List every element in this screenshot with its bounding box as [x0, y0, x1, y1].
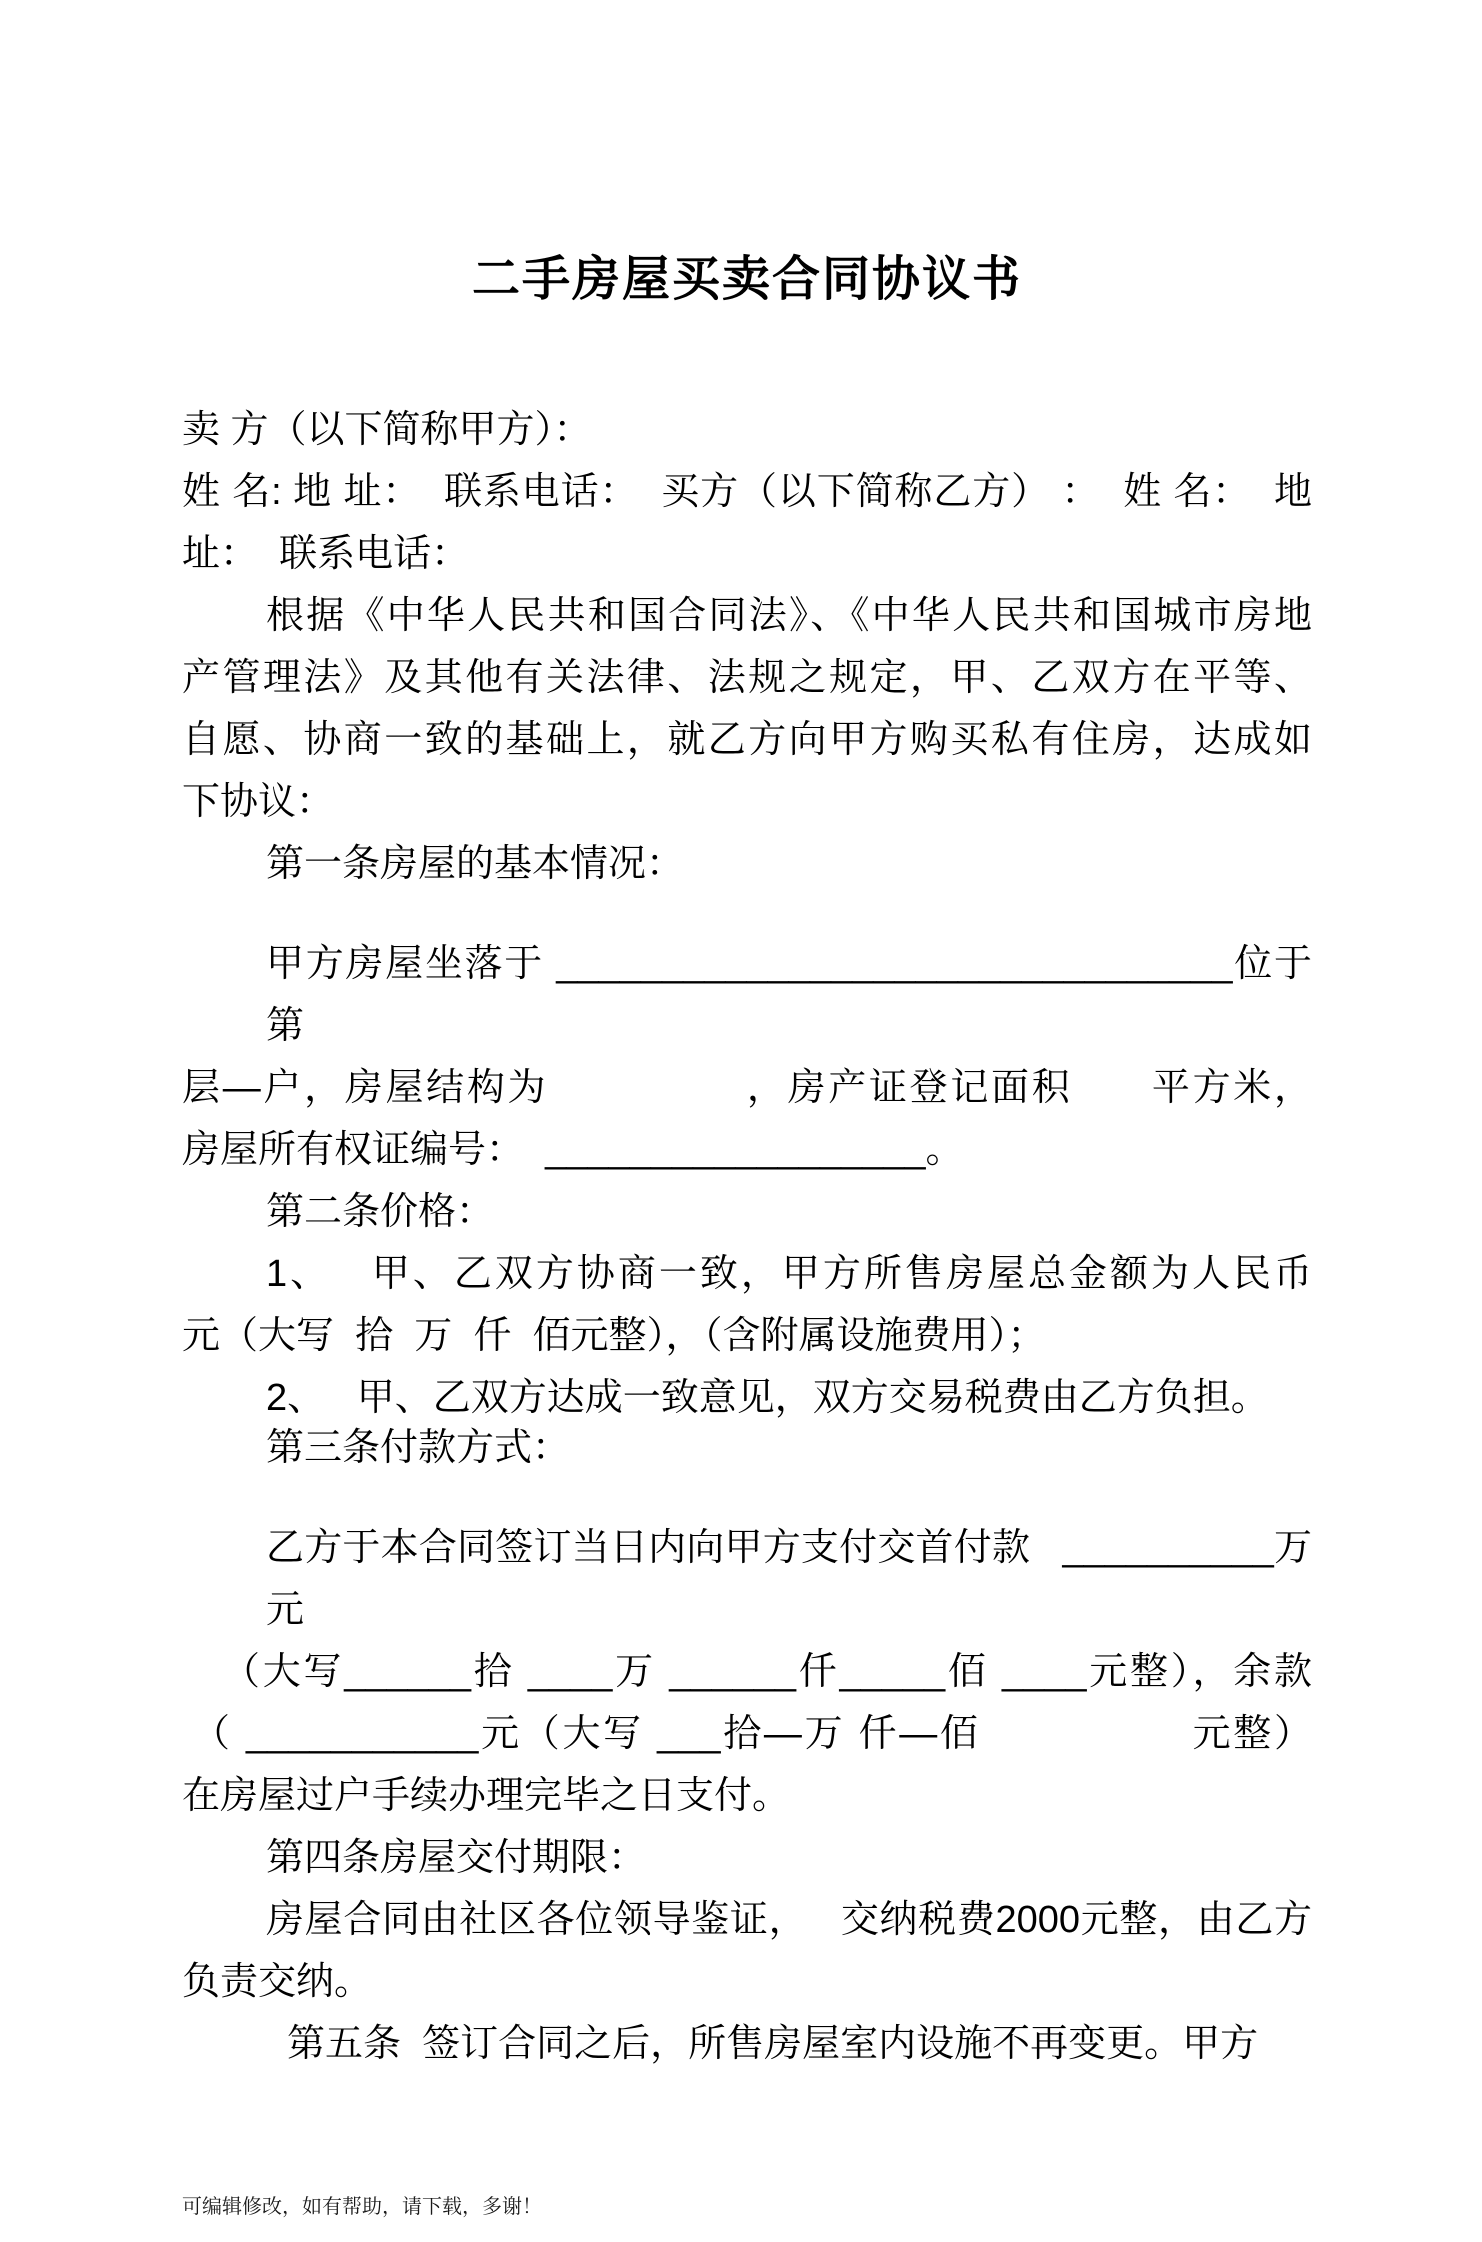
document-line: 第五条 签订合同之后，所售房屋室内设施不再变更。甲方	[287, 2023, 1259, 2065]
document-line: 第四条房屋交付期限：	[266, 1837, 647, 1879]
document-line: （ ___________元（大写 ___拾—万 仟—佰 元整）	[192, 1713, 1312, 1755]
page-title: 二手房屋买卖合同协议书	[471, 253, 1022, 306]
document-line: 自愿、协商一致的基础上，就乙方向甲方购买私有住房，达成如	[182, 719, 1312, 761]
document-line: 根据《中华人民共和国合同法》、《中华人民共和国城市房地	[266, 595, 1312, 637]
document-line: 元（大写 拾 万 仟 佰元整），（含附属设施费用）；	[182, 1315, 1046, 1357]
document-line: 负责交纳。	[182, 1961, 373, 2003]
document-line: 乙方于本合同签订当日内向甲方支付交首付款 __________万元	[266, 1527, 1312, 1631]
document-line: 第一条房屋的基本情况：	[266, 843, 685, 885]
document-line: 层—户，房屋结构为 ，房产证登记面积 平方米，	[182, 1067, 1312, 1109]
footer-note: 可编辑修改，如有帮助，请下载，多谢！	[182, 2196, 542, 2218]
document-line: 第三条付款方式：	[266, 1427, 571, 1469]
document-line: （大写______拾 ____万 ______仟_____佰 ____元整），余款	[222, 1651, 1312, 1693]
document-line: 姓 名: 地 址： 联系电话： 买方（以下简称乙方） ： 姓 名： 地	[182, 471, 1312, 513]
document-line: 第二条价格：	[266, 1191, 495, 1233]
document-line: 下协议：	[182, 781, 335, 823]
document-line: 房屋合同由社区各位领导鉴证， 交纳税费2000元整，由乙方	[266, 1899, 1312, 1941]
document-line: 址： 联系电话：	[182, 533, 470, 575]
document-line: 2、 甲、乙双方达成一致意见，双方交易税费由乙方负担。	[266, 1377, 1269, 1419]
document-body	[182, 399, 1312, 2075]
document-line: 产管理法》及其他有关法律、法规之规定，甲、乙双方在平等、	[182, 657, 1312, 699]
document-line: 甲方房屋坐落于 ________________________________位于第	[266, 943, 1312, 1047]
document-line: 卖 方（以下简称甲方）：	[182, 409, 592, 451]
document-line: 1、 甲、乙双方协商一致，甲方所售房屋总金额为人民币	[266, 1253, 1312, 1295]
document-line: 房屋所有权证编号： __________________。	[182, 1129, 964, 1171]
document-line: 在房屋过户手续办理完毕之日支付。	[182, 1775, 791, 1817]
